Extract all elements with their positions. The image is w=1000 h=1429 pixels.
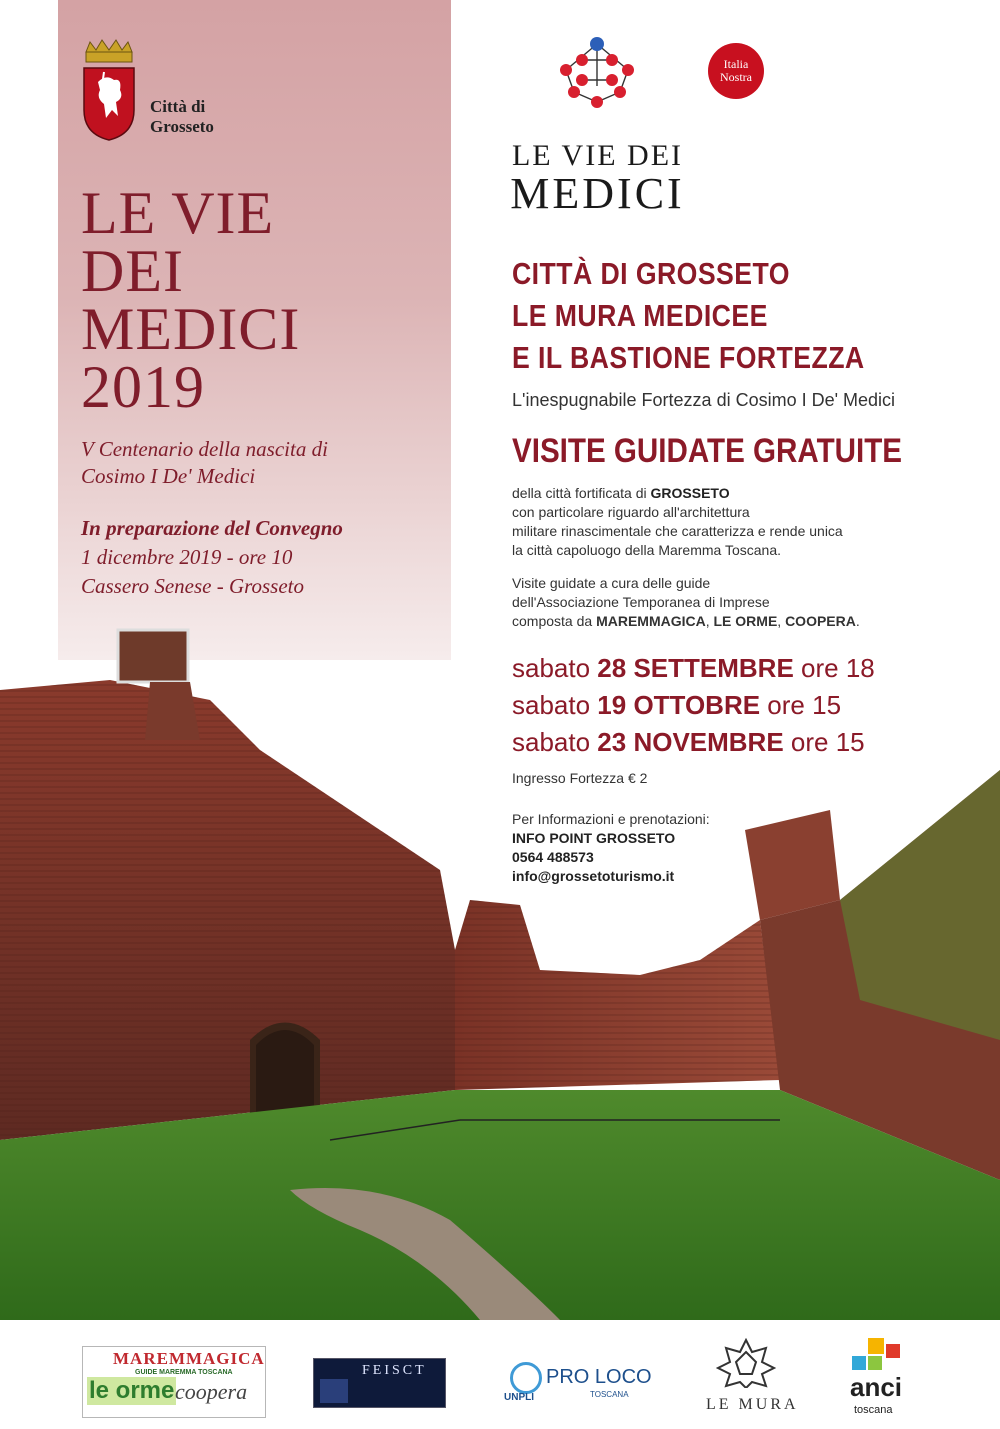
maremmagica-logo	[82, 1346, 266, 1418]
convegno-heading: In preparazione del Convegno	[81, 516, 343, 540]
proloco-text: PRO LOCO	[546, 1366, 652, 1388]
guides-end: .	[855, 613, 860, 629]
feisct-logo	[313, 1358, 446, 1408]
italia-line1: Italia	[723, 57, 749, 71]
brand-wordmark	[510, 140, 685, 216]
guide-name: COOPERA	[785, 613, 856, 629]
italia-nostra-logo	[708, 43, 764, 99]
guides-separator: ,	[777, 613, 786, 629]
anci-square-yellow	[868, 1338, 884, 1354]
brand-line2: MEDICI	[510, 169, 685, 218]
proloco-subtext: TOSCANA	[590, 1390, 629, 1399]
desc-line: la città capoluogo della Maremma Toscana.	[512, 542, 782, 558]
convegno-block	[81, 514, 343, 601]
info-point: INFO POINT GROSSETO	[512, 830, 676, 846]
guides-text: composta da	[512, 613, 597, 629]
maremmagica-text: MAREMMAGICA	[113, 1349, 265, 1368]
city-label-line2: Grosseto	[150, 117, 214, 136]
desc-city: GROSSETO	[650, 485, 730, 501]
event-title-line: LE VIE	[81, 180, 275, 246]
guide-name: MAREMMAGICA	[596, 613, 706, 629]
maremmagica-subtext: GUIDE MAREMMA TOSCANA	[135, 1369, 233, 1376]
desc-text: della città fortificata di	[512, 485, 651, 501]
heading-line: E IL BASTIONE FORTEZZA	[512, 340, 865, 375]
email-link[interactable]: info@grossetoturismo.it	[512, 868, 675, 884]
unpli-mark	[510, 1362, 542, 1394]
feisct-text: FEISCT	[362, 1363, 427, 1378]
description	[512, 484, 843, 560]
anci-square-red	[886, 1344, 900, 1358]
guides-line: Visite guidate a cura delle guide	[512, 575, 711, 591]
guides-line: dell'Associazione Temporanea di Imprese	[512, 594, 770, 610]
guides-separator: ,	[705, 613, 714, 629]
heading-line: LE MURA MEDICEE	[512, 298, 768, 333]
anci-square-blue	[852, 1356, 866, 1370]
coopera-text: coopera	[175, 1379, 248, 1404]
le-orme-text: le orme	[89, 1377, 175, 1404]
main-heading	[512, 253, 865, 379]
ticket-price: Ingresso Fortezza € 2	[512, 770, 648, 786]
convegno-date: 1 dicembre 2019 - ore 10	[81, 545, 293, 569]
phone-number[interactable]: 0564 488573	[512, 849, 594, 865]
city-label-line1: Città di	[150, 97, 206, 116]
visit-date: sabato 23 NOVEMBRE ore 15	[512, 727, 865, 757]
heading-line: CITTÀ DI GROSSETO	[512, 256, 790, 291]
anci-square-green	[868, 1356, 882, 1370]
visite-heading: VISITE GUIDATE GRATUITE	[512, 432, 903, 470]
event-title-line: MEDICI	[81, 296, 301, 362]
event-title-line: DEI	[81, 238, 184, 304]
italia-line2: Nostra	[720, 70, 752, 84]
le-mura-star-icon	[716, 1338, 776, 1388]
city-label	[150, 97, 214, 137]
event-title-year: 2019	[81, 354, 205, 420]
le-mura-text: LE MURA	[706, 1396, 799, 1413]
fortress-photo	[0, 620, 1000, 1320]
tagline: L'inespugnabile Fortezza di Cosimo I De' Medici	[512, 390, 896, 410]
brand-line1: LE VIE DEI	[511, 139, 684, 172]
event-title	[81, 180, 301, 420]
visit-date: sabato 19 OTTOBRE ore 15	[512, 690, 842, 720]
unpli-text: UNPLI	[504, 1392, 534, 1403]
anci-text: anci	[850, 1372, 903, 1402]
contact-label: Per Informazioni e prenotazioni:	[512, 811, 710, 827]
proloco-logo	[502, 1360, 652, 1416]
vie-dei-medici-logo-icon	[552, 34, 642, 112]
guide-name: LE ORME	[713, 613, 778, 629]
desc-line: con particolare riguardo all'architettura	[512, 504, 750, 520]
visit-date: sabato 28 SETTEMBRE ore 18	[512, 653, 875, 683]
desc-line: militare rinascimentale che caratterizza e rende unica	[512, 523, 843, 539]
subtitle-line: Cosimo I De' Medici	[81, 464, 256, 488]
anci-subtext: toscana	[854, 1404, 893, 1416]
centenary-subtitle	[81, 436, 328, 490]
anci-logo	[846, 1338, 916, 1426]
grosseto-crest-icon	[80, 38, 138, 142]
convegno-place: Cassero Senese - Grosseto	[81, 574, 305, 598]
le-mura-logo	[706, 1338, 801, 1418]
subtitle-line: V Centenario della nascita di	[81, 437, 328, 461]
feisct-emblem	[320, 1379, 348, 1403]
partner-logos	[0, 1320, 1000, 1429]
